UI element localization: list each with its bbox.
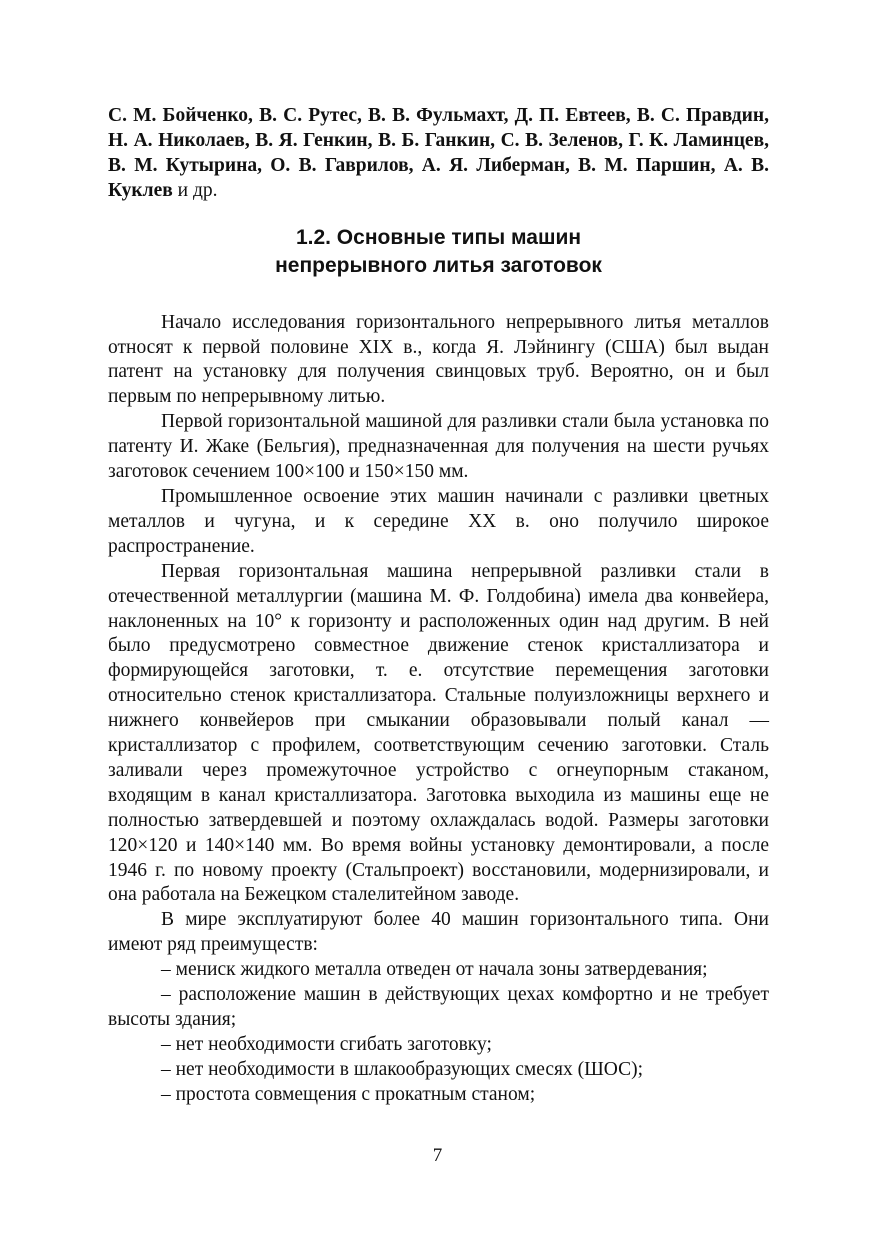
paragraph-first-machine: Первой горизонтальной машиной для разливки стали была установка по патенту И. Жаке (Бельгия), предназначенная для получения на шести ручьях заготовок сечением 100×100 и 150×150 мм. [108, 411, 769, 483]
section-heading-line-2: непрерывного литья заготовок [275, 253, 602, 277]
section-heading-line-1: 1.2. Основные типы машин [295, 225, 582, 249]
paragraph-advantages-intro: В мире эксплуатируют более 40 машин горизонтального типа. Они имеют ряд преимуществ: [108, 909, 769, 956]
paragraph-goldobin-machine: Первая горизонтальная машина непрерывной разливки стали в отечественной металлургии (машина М. Ф. Голдобина) имела два конвейера, наклоненных на 10° к горизонту и расположенных один над другим. В ней было предусмотрено совместное движение стенок кристаллизатора и формирующейся заготовки, т. е. отсутствие перемещения заготовки относительно стенок кристаллизатора. Стальные полуизложницы верхнего и нижнего конвейеров при смыкании образовывали полый канал — кристаллизатор с профилем, соответствующим сечению заготовки. Сталь заливали через промежуточное устройство с огнеупорным стаканом, входящим в канал кристаллизатора. Заготовка выходила из машины еще не полностью затвердевшей и поэтому охлаждалась водой. Размеры заготовки 120×120 и 140×140 мм. Во время войны установку демонтировали, а после 1946 г. по новому проекту (Стальпроект) восстановили, модернизировали, и она работала на Бежецком сталелитейном заводе. [108, 560, 769, 906]
list-item: – нет необходимости в шлакообразующих смесях (ШОС); [161, 1058, 644, 1080]
list-item: – расположение машин в действующих цехах комфортно и не требует высоты здания; [108, 984, 769, 1030]
authors-paragraph [108, 104, 769, 204]
page-body [108, 104, 769, 1108]
list-item: – простота совмещения с прокатным станом; [161, 1083, 536, 1105]
authors-names: С. М. Бойченко, В. С. Рутес, В. В. Фульмахт, Д. П. Евтеев, В. С. Правдин, Н. А. Николаев, В. Я. Генкин, В. Б. Ганкин, С. В. Зеленов, Г. К. Ламинцев, В. М. Кутырина, О. В. Гаврилов, А. Я. Либерман, В. М. Паршин, А. В. Куклев [108, 105, 769, 201]
advantages-list [108, 958, 769, 1107]
list-item: – мениск жидкого металла отведен от начала зоны затвердевания; [161, 959, 708, 981]
page-number: 7 [432, 1145, 443, 1166]
list-item: – нет необходимости сгибать заготовку; [161, 1033, 492, 1055]
paragraph-history: Начало исследования горизонтального непрерывного литья металлов относят к первой половине XIX в., когда Я. Лэйнингу (США) был выдан патент на установку для получения свинцовых труб. Вероятно, он и был первым по непрерывному литью. [108, 311, 769, 408]
section-heading [108, 224, 769, 280]
paragraph-industrial: Промышленное освоение этих машин начинали с разливки цветных металлов и чугуна, и к середине XX в. оно получило широкое распространение. [108, 485, 769, 557]
authors-suffix: и др. [172, 179, 218, 201]
